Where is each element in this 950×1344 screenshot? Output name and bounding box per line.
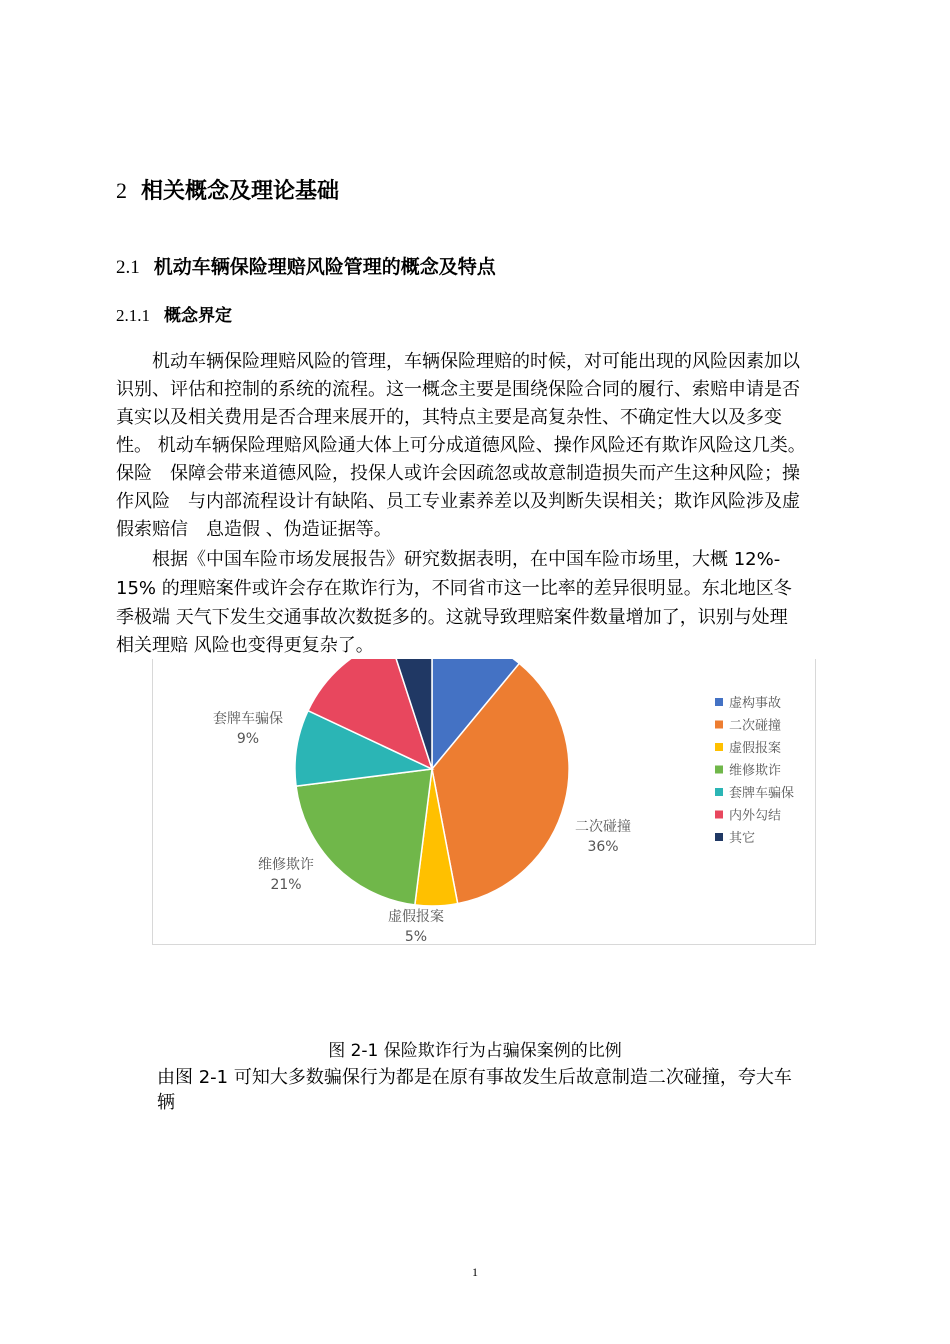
paragraph2-line: 15% 的理赔案件或许会存在欺诈行为，不同省市这一比率的差异很明显。东北地区冬 [116,578,792,599]
legend-swatch [715,766,723,774]
legend-swatch [715,833,723,841]
pie-chart-frame [152,659,816,945]
page-number: 1 [472,1265,478,1279]
slice-label-name: 维修欺诈 [258,857,314,873]
legend-swatch [715,698,723,706]
paragraph1-line: 真实以及相关费用是否合理来展开的，其特点主要是高复杂性、不确定性大以及多变 [116,407,782,428]
figure-caption: 图 2-1 保险欺诈行为占骗保案例的比例 [328,1041,622,1061]
subsection-heading [116,301,232,326]
legend-label: 套牌车骗保 [729,786,795,801]
paragraph3-line: 辆 [157,1092,175,1113]
paragraph1-line: 保险 保障会带来道德风险，投保人或许会因疏忽或故意制造损失而产生这种风险；操 [116,463,800,484]
section-number: 2.1 [116,257,140,278]
paragraph2-line: 根据《中国车险市场发展报告》研究数据表明，在中国车险市场里，大概 12%- [116,549,781,570]
legend-label: 虚假报案 [729,741,782,756]
chapter-title: 相关概念及理论基础 [141,179,340,204]
chapter-number: 2 [116,178,127,203]
legend-label: 维修欺诈 [729,763,782,779]
legend-label: 虚构事故 [729,696,782,711]
slice-label-name: 套牌车骗保 [213,711,283,727]
section-heading [116,252,496,279]
paragraph2-line: 季极端 天气下发生交通事故次数挺多的。这就导致理赔案件数量增加了，识别与处理 [116,607,788,628]
legend-swatch [715,743,723,751]
legend-swatch [715,811,723,819]
slice-label-percent: 5% [404,929,428,944]
subsection-number: 2.1.1 [116,306,150,325]
paragraph1-line: 性。 机动车辆保险理赔风险通大体上可分成道德风险、操作风险还有欺诈风险这几类。 [116,435,806,456]
pie-slice-4 [296,769,432,905]
paragraph1-line: 假索赔信 息造假 、伪造证据等。 [116,519,392,540]
legend-label: 其它 [729,831,756,846]
paragraph1-line: 识别、评估和控制的系统的流程。这一概念主要是围绕保险合同的履行、索赔申请是否 [116,379,800,400]
chapter-heading [116,174,339,205]
slice-label-name: 二次碰撞 [575,819,631,835]
slice-label-percent: 21% [270,877,302,893]
legend-swatch [715,721,723,729]
pie-chart [153,659,815,944]
subsection-title: 概念界定 [164,306,232,326]
section-title: 机动车辆保险理赔风险管理的概念及特点 [153,256,496,278]
legend-swatch [715,788,723,796]
slice-label-percent: 9% [236,731,260,747]
paragraph2-line: 相关理赔 风险也变得更复杂了。 [116,635,374,656]
slice-label-percent: 36% [587,839,619,855]
legend-label: 二次碰撞 [729,718,782,734]
paragraph1-line: 作风险 与内部流程设计有缺陷、员工专业素养差以及判断失误相关；欺诈风险涉及虚 [116,491,800,512]
paragraph3-line: 由图 2-1 可知大多数骗保行为都是在原有事故发生后故意制造二次碰撞，夸大车 [157,1067,792,1088]
paragraph1-line: 机动车辆保险理赔风险的管理，车辆保险理赔的时候，对可能出现的风险因素加以 [116,351,800,372]
slice-label-name: 虚假报案 [388,909,444,925]
legend-label: 内外勾结 [729,808,782,824]
